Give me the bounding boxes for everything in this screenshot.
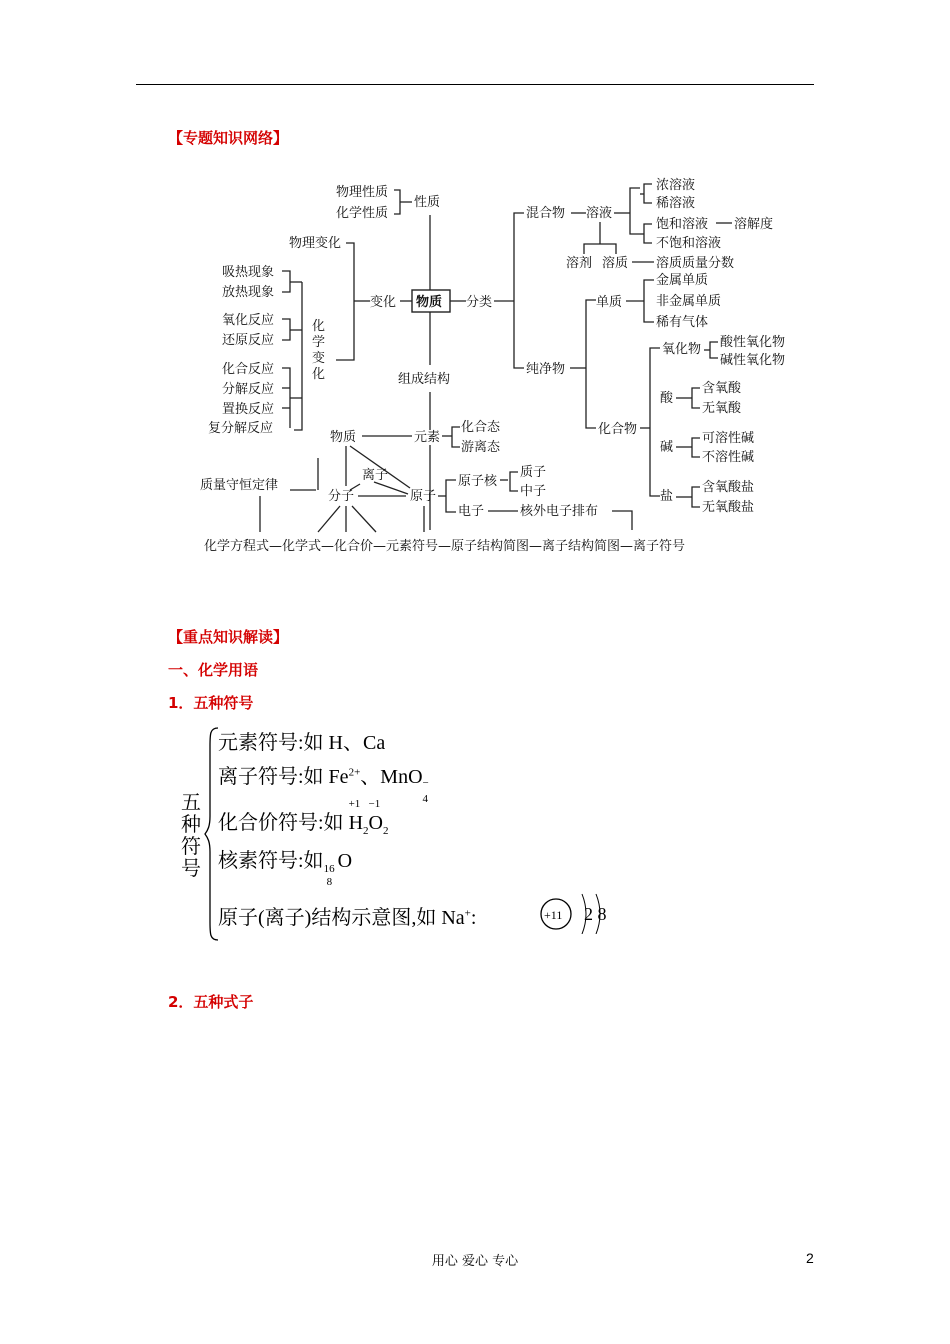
bottom-chain: 化学方程式—化学式—化合价—元素符号—原子结构简图—离子结构简图—离子符号 bbox=[204, 539, 686, 554]
atom: 原子 bbox=[410, 489, 437, 504]
structure-substance: 物质 bbox=[330, 430, 357, 445]
saturated: 饱和溶液 bbox=[656, 217, 709, 232]
basic-oxide: 碱性氧化物 bbox=[720, 353, 786, 368]
physical-property: 物理性质 bbox=[336, 185, 389, 200]
dilute: 稀溶液 bbox=[656, 196, 696, 211]
row-element-symbol: 元素符号:如 H、Ca bbox=[218, 732, 386, 754]
proton: 质子 bbox=[520, 465, 547, 480]
oxysalt: 含氧酸盐 bbox=[702, 480, 755, 495]
free-state: 游离态 bbox=[461, 440, 501, 455]
decomposition: 分解反应 bbox=[222, 382, 275, 397]
composition-structure: 组成结构 bbox=[398, 372, 451, 387]
property: 性质 bbox=[414, 195, 441, 210]
non-oxyacid: 无氧酸 bbox=[702, 401, 742, 416]
displacement: 置换反应 bbox=[222, 402, 275, 417]
molecule: 分子 bbox=[328, 489, 355, 504]
mass-fraction: 溶质质量分数 bbox=[656, 256, 735, 271]
oxidation: 氧化反应 bbox=[222, 313, 275, 328]
heading-sub2: 2．五种式子 bbox=[168, 993, 254, 1011]
oxyacid: 含氧酸 bbox=[702, 381, 742, 396]
heading-sub1: 1．五种符号 bbox=[168, 694, 254, 712]
combination: 化合反应 bbox=[222, 362, 275, 377]
noble-gas: 稀有气体 bbox=[656, 315, 709, 330]
electron-shells: 2 8 bbox=[584, 904, 607, 924]
classify: 分类 bbox=[466, 295, 493, 310]
combined-state: 化合态 bbox=[461, 420, 501, 435]
solubility: 溶解度 bbox=[734, 217, 774, 232]
heading-network: 【专题知识网络】 bbox=[168, 129, 289, 147]
compound: 化合物 bbox=[598, 422, 638, 437]
concentrated: 浓溶液 bbox=[656, 178, 696, 193]
acidic-oxide: 酸性氧化物 bbox=[720, 335, 786, 350]
endothermic: 吸热现象 bbox=[222, 265, 275, 280]
solute: 溶质 bbox=[602, 256, 629, 271]
chem-change-3: 变 bbox=[312, 351, 326, 366]
insoluble-base: 不溶性碱 bbox=[702, 450, 755, 465]
chem-change-4: 化 bbox=[312, 367, 326, 382]
electron: 电子 bbox=[458, 504, 485, 519]
chemical-property: 化学性质 bbox=[336, 206, 389, 221]
change: 变化 bbox=[370, 295, 397, 310]
ion: 离子 bbox=[362, 468, 389, 483]
reduction: 还原反应 bbox=[222, 333, 275, 348]
oxide: 氧化物 bbox=[662, 342, 702, 357]
metal: 金属单质 bbox=[656, 273, 709, 288]
soluble-base: 可溶性碱 bbox=[702, 431, 755, 446]
conservation-law: 质量守恒定律 bbox=[200, 478, 279, 493]
nucleus: 原子核 bbox=[458, 474, 498, 489]
physical-change: 物理变化 bbox=[289, 236, 342, 251]
chem-change-1: 化 bbox=[312, 319, 326, 334]
chem-change-2: 学 bbox=[312, 335, 326, 350]
center-label: 物质 bbox=[416, 295, 443, 310]
page-number: 2 bbox=[806, 1250, 814, 1266]
mixture: 混合物 bbox=[526, 206, 566, 221]
pure-substance: 纯净物 bbox=[526, 362, 566, 377]
exothermic: 放热现象 bbox=[222, 285, 275, 300]
base: 碱 bbox=[660, 440, 674, 455]
neutron: 中子 bbox=[520, 484, 547, 499]
row-ion-symbol: 离子符号:如 $Fe^{2+}$、MnO − 4 bbox=[218, 766, 429, 805]
electron-arrangement: 核外电子排布 bbox=[520, 504, 599, 519]
solvent: 溶剂 bbox=[566, 256, 593, 271]
solution: 溶液 bbox=[586, 206, 613, 221]
double-decomposition: 复分解反应 bbox=[208, 421, 274, 436]
heading-section1: 一、化学用语 bbox=[168, 661, 259, 679]
unsaturated: 不饱和溶液 bbox=[656, 236, 722, 251]
atom-structure-diagram bbox=[536, 890, 616, 934]
row-nuclide-symbol: 核素符号:如 16 8 O bbox=[218, 850, 353, 888]
five-symbols-label: 五 种 符 号 bbox=[181, 792, 201, 880]
element: 元素 bbox=[414, 430, 441, 445]
non-oxysalt: 无氧酸盐 bbox=[702, 500, 755, 515]
acid: 酸 bbox=[660, 391, 674, 406]
footer-text: 用心 爱心 专心 bbox=[431, 1254, 519, 1269]
heading-key-points: 【重点知识解读】 bbox=[168, 628, 289, 646]
simple-substance: 单质 bbox=[596, 295, 623, 310]
row-valence-symbol: 化合价符号:如 +1 $H_2$ −1 $O_2$ bbox=[218, 798, 389, 837]
salt: 盐 bbox=[660, 489, 674, 504]
nucleus-charge: +11 bbox=[544, 908, 563, 922]
row-structure-diagram: 原子(离子)结构示意图,如 Na+: bbox=[218, 907, 477, 929]
nonmetal: 非金属单质 bbox=[656, 294, 722, 309]
